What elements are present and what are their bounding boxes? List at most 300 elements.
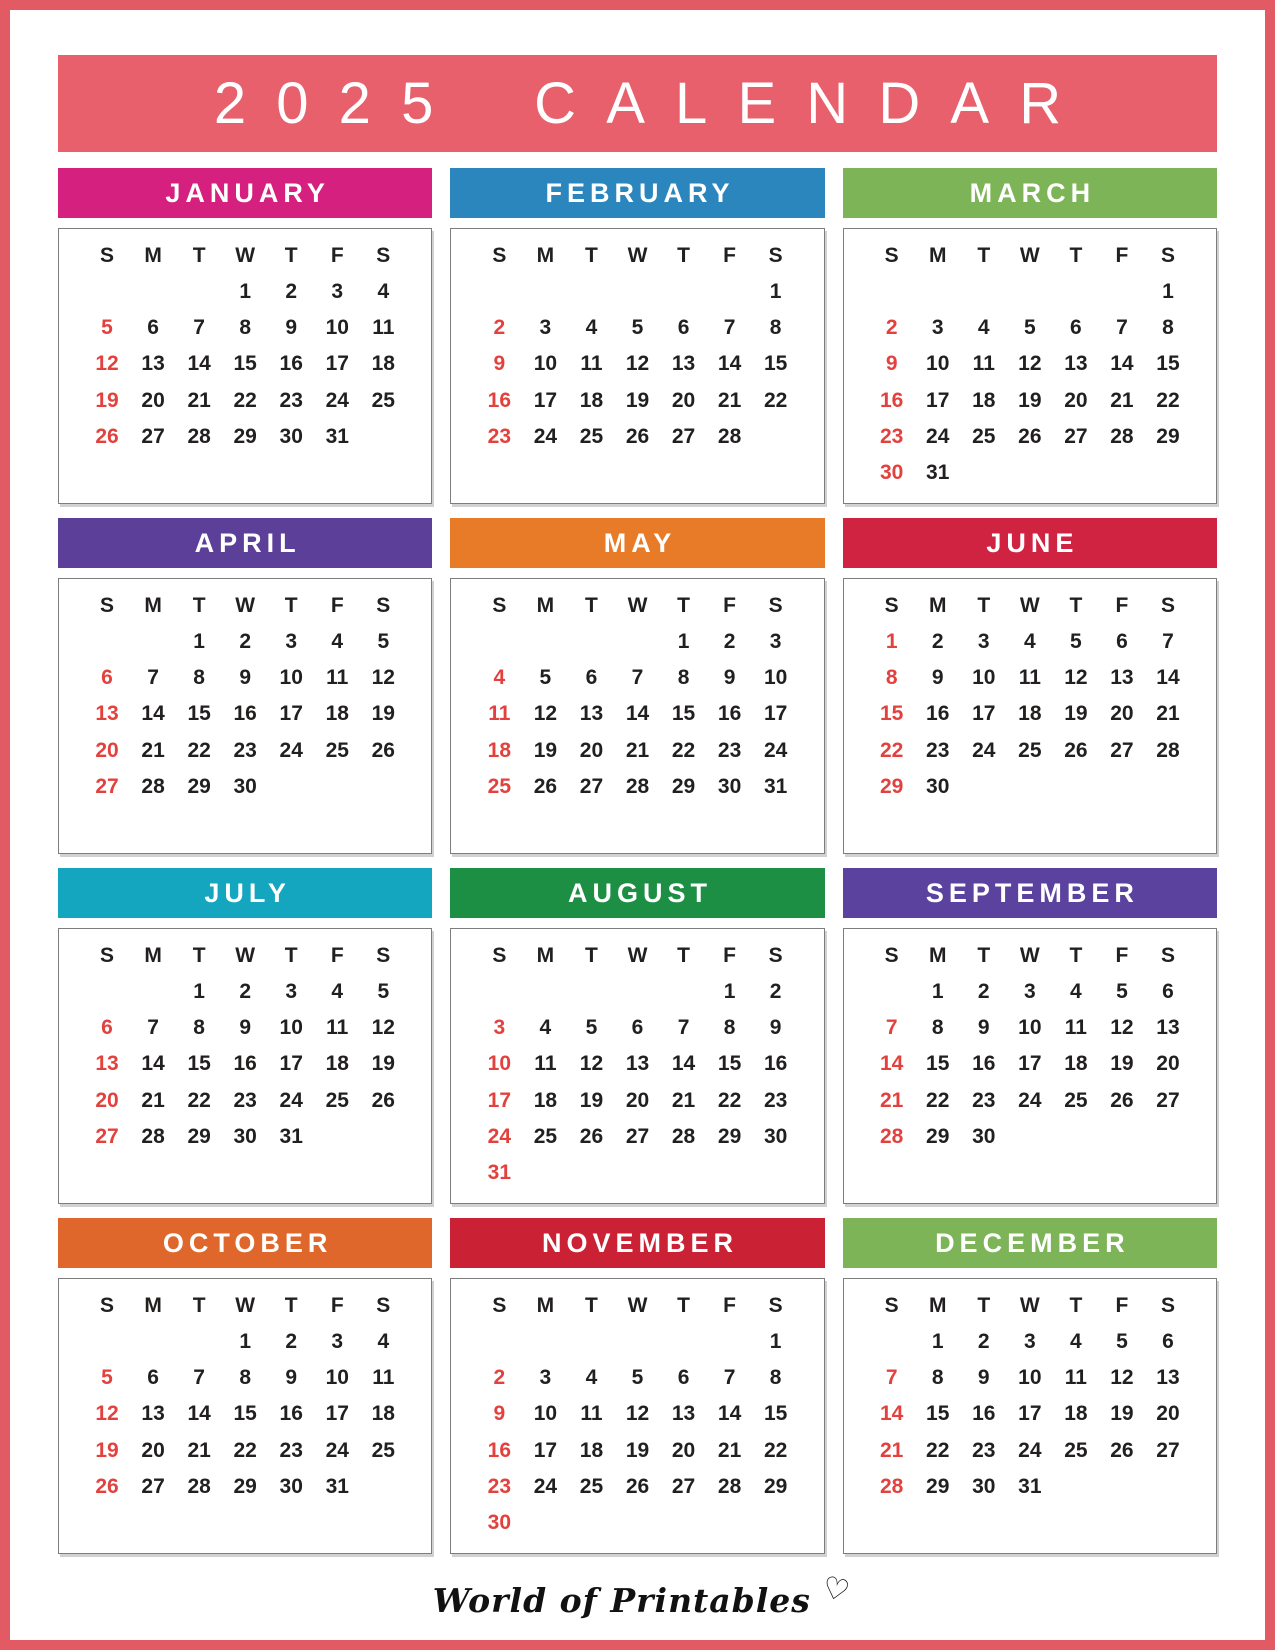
date-cell: 14 xyxy=(671,1052,696,1076)
date-cell: 12 xyxy=(579,1052,604,1076)
date-cell: 20 xyxy=(1156,1052,1180,1076)
month-december xyxy=(843,1218,1217,1554)
date-cell: 31 xyxy=(325,1475,349,1499)
date-cell: 22 xyxy=(1156,388,1180,412)
empty-cell xyxy=(314,1155,360,1191)
date-cell: 28 xyxy=(187,1475,211,1499)
date-cell: 16 xyxy=(926,702,950,726)
weekday-label: M xyxy=(536,1293,555,1317)
date-cell: 26 xyxy=(95,425,119,449)
empty-cell xyxy=(130,1323,176,1359)
weekday-label: S xyxy=(376,1293,391,1317)
weekday-label: S xyxy=(376,943,391,967)
date-cell: 26 xyxy=(625,1475,650,1499)
empty-cell xyxy=(130,623,176,659)
empty-cell xyxy=(1007,1155,1053,1191)
date-cell: 11 xyxy=(372,316,395,340)
weekday-label: T xyxy=(677,243,690,267)
date-cell: 7 xyxy=(1116,316,1128,340)
empty-cell xyxy=(1145,768,1191,804)
date-cell: 12 xyxy=(1018,352,1042,376)
date-cell: 9 xyxy=(723,666,736,690)
date-cell: 11 xyxy=(972,352,995,376)
date-cell: 10 xyxy=(1018,1366,1042,1390)
weekday-label: S xyxy=(100,943,115,967)
date-cell: 2 xyxy=(493,316,506,340)
weekday-label: T xyxy=(677,593,690,617)
empty-cell xyxy=(1053,768,1099,804)
empty-cell xyxy=(1145,1155,1191,1191)
date-cell: 17 xyxy=(325,352,349,376)
date-cell: 9 xyxy=(977,1366,990,1390)
date-cell: 14 xyxy=(141,1052,165,1076)
empty-cell xyxy=(314,1118,360,1154)
date-cell: 6 xyxy=(147,1366,159,1390)
date-cell: 7 xyxy=(1162,629,1174,653)
empty-cell xyxy=(84,273,130,309)
empty-cell xyxy=(1099,1155,1145,1191)
empty-cell xyxy=(360,455,406,491)
weekday-label: T xyxy=(977,1293,991,1317)
weekday-label: T xyxy=(1069,943,1083,967)
empty-cell xyxy=(314,1505,360,1541)
date-cell: 4 xyxy=(377,1329,390,1353)
date-cell: 24 xyxy=(533,425,558,449)
date-cell: 24 xyxy=(279,738,303,762)
empty-cell xyxy=(476,273,522,309)
date-cell: 15 xyxy=(926,1402,950,1426)
date-cell: 19 xyxy=(1064,702,1088,726)
date-cell: 10 xyxy=(325,316,349,340)
empty-cell xyxy=(568,973,614,1009)
weekday-label: W xyxy=(235,243,256,267)
weekday-label: M xyxy=(144,593,162,617)
date-cell: 17 xyxy=(972,702,996,726)
empty-cell xyxy=(360,1155,406,1191)
empty-cell xyxy=(1007,768,1053,804)
month-april xyxy=(58,518,432,854)
date-cell: 29 xyxy=(926,1475,950,1499)
date-cell: 1 xyxy=(769,1329,782,1353)
date-cell: 9 xyxy=(493,352,506,376)
weekday-label: W xyxy=(627,943,648,967)
date-cell: 18 xyxy=(371,352,395,376)
date-cell: 27 xyxy=(1110,738,1134,762)
date-cell: 2 xyxy=(285,279,298,303)
date-cell: 6 xyxy=(101,1016,113,1040)
date-cell: 23 xyxy=(763,1088,788,1112)
date-cell: 12 xyxy=(625,352,650,376)
empty-cell xyxy=(84,455,130,491)
weekday-label: F xyxy=(330,1293,344,1317)
empty-cell xyxy=(522,455,568,491)
date-cell: 20 xyxy=(95,738,119,762)
date-cell: 13 xyxy=(1064,352,1088,376)
month-june xyxy=(843,518,1217,854)
date-cell: 19 xyxy=(95,388,119,412)
weekday-label: S xyxy=(376,593,391,617)
date-cell: 18 xyxy=(533,1088,558,1112)
month-name: MARCH xyxy=(969,177,1096,208)
weekday-label: S xyxy=(884,243,899,267)
empty-cell xyxy=(222,1155,268,1191)
date-cell: 2 xyxy=(723,629,736,653)
date-cell: 4 xyxy=(1023,629,1036,653)
month-name: FEBRUARY xyxy=(545,177,735,208)
month-body-october xyxy=(58,1278,432,1554)
date-cell: 9 xyxy=(885,352,898,376)
date-cell: 30 xyxy=(763,1125,788,1149)
date-cell: 12 xyxy=(625,1402,650,1426)
date-cell: 28 xyxy=(671,1125,696,1149)
month-header-january xyxy=(58,168,432,218)
date-cell: 14 xyxy=(717,352,742,376)
date-cell: 5 xyxy=(377,979,390,1003)
date-cell: 19 xyxy=(1110,1402,1134,1426)
empty-cell xyxy=(522,273,568,309)
weekday-label: W xyxy=(235,943,256,967)
date-cell: 11 xyxy=(1064,1366,1087,1390)
date-cell: 26 xyxy=(1064,738,1088,762)
date-cell: 22 xyxy=(763,388,788,412)
date-cell: 1 xyxy=(239,279,251,303)
weekday-label: T xyxy=(585,943,598,967)
weekday-label: T xyxy=(284,243,298,267)
empty-cell xyxy=(661,973,707,1009)
month-name: DECEMBER xyxy=(935,1227,1130,1258)
empty-cell xyxy=(522,805,568,841)
empty-cell xyxy=(1099,273,1145,309)
date-cell: 13 xyxy=(1156,1366,1180,1390)
date-cell: 7 xyxy=(193,1366,205,1390)
month-february xyxy=(450,168,824,504)
empty-cell xyxy=(176,805,222,841)
date-cell: 21 xyxy=(187,388,211,412)
date-cell: 14 xyxy=(187,1402,211,1426)
empty-cell xyxy=(614,273,660,309)
date-cell: 24 xyxy=(325,388,349,412)
date-cell: 26 xyxy=(1018,425,1042,449)
date-cell: 19 xyxy=(533,738,558,762)
empty-cell xyxy=(1007,1118,1053,1154)
empty-cell xyxy=(222,1505,268,1541)
date-cell: 7 xyxy=(885,1366,898,1390)
date-cell: 21 xyxy=(1110,388,1134,412)
date-cell: 23 xyxy=(926,738,950,762)
date-cell: 28 xyxy=(141,775,165,799)
empty-cell xyxy=(522,1505,568,1541)
date-cell: 7 xyxy=(723,1366,736,1390)
empty-cell xyxy=(1053,273,1099,309)
date-cell: 27 xyxy=(671,1475,696,1499)
date-cell: 18 xyxy=(1064,1402,1088,1426)
empty-cell xyxy=(1053,1118,1099,1154)
weekday-label: S xyxy=(1160,593,1175,617)
empty-cell xyxy=(661,1505,707,1541)
empty-cell xyxy=(961,805,1007,841)
date-cell: 6 xyxy=(1116,629,1128,653)
month-name: JANUARY xyxy=(165,177,330,208)
date-cell: 20 xyxy=(579,738,604,762)
empty-cell xyxy=(360,1468,406,1504)
weekday-label: M xyxy=(928,943,947,967)
date-cell: 23 xyxy=(880,425,904,449)
weekday-label: F xyxy=(330,243,344,267)
date-cell: 20 xyxy=(625,1088,650,1112)
date-cell: 4 xyxy=(493,666,506,690)
date-cell: 4 xyxy=(1070,1329,1082,1353)
empty-cell xyxy=(176,1505,222,1541)
weekday-label: S xyxy=(492,243,507,267)
empty-cell xyxy=(222,805,268,841)
date-cell: 8 xyxy=(769,1366,782,1390)
empty-cell xyxy=(753,418,799,454)
date-cell: 9 xyxy=(977,1016,990,1040)
date-cell: 2 xyxy=(769,979,782,1003)
weekday-label: S xyxy=(376,243,391,267)
date-cell: 4 xyxy=(377,279,390,303)
date-cell: 22 xyxy=(880,738,904,762)
date-cell: 5 xyxy=(585,1016,598,1040)
date-cell: 20 xyxy=(1156,1402,1180,1426)
date-cell: 30 xyxy=(972,1475,996,1499)
date-cell: 13 xyxy=(141,352,165,376)
date-cell: 22 xyxy=(763,1438,788,1462)
date-cell: 30 xyxy=(880,461,904,485)
date-cell: 9 xyxy=(769,1016,782,1040)
date-cell: 3 xyxy=(285,629,298,653)
date-cell: 27 xyxy=(579,775,604,799)
date-cell: 18 xyxy=(325,1052,349,1076)
date-cell: 25 xyxy=(1018,738,1042,762)
date-cell: 28 xyxy=(1110,425,1134,449)
empty-cell xyxy=(614,973,660,1009)
date-cell: 6 xyxy=(677,1366,690,1390)
weekday-label: M xyxy=(536,243,555,267)
date-cell: 11 xyxy=(326,1016,349,1040)
weekday-label: S xyxy=(884,1293,899,1317)
date-cell: 26 xyxy=(371,1088,395,1112)
date-cell: 12 xyxy=(533,702,558,726)
weekday-label: S xyxy=(492,943,507,967)
weekday-label: T xyxy=(585,243,598,267)
weekday-label: T xyxy=(585,1293,598,1317)
empty-cell xyxy=(614,1155,660,1191)
weekday-label: S xyxy=(492,593,507,617)
empty-cell xyxy=(314,768,360,804)
weekday-label: T xyxy=(977,593,991,617)
weekday-label: M xyxy=(536,593,555,617)
date-cell: 24 xyxy=(926,425,950,449)
date-cell: 27 xyxy=(1156,1438,1180,1462)
date-cell: 24 xyxy=(487,1125,512,1149)
weekday-label: T xyxy=(284,1293,298,1317)
date-cell: 15 xyxy=(763,352,788,376)
date-cell: 24 xyxy=(1018,1088,1042,1112)
weekday-label: T xyxy=(192,1293,206,1317)
date-cell: 24 xyxy=(972,738,996,762)
date-cell: 4 xyxy=(1070,979,1082,1003)
date-cell: 10 xyxy=(533,352,558,376)
empty-cell xyxy=(869,1505,915,1541)
date-cell: 30 xyxy=(233,775,257,799)
empty-cell xyxy=(176,1155,222,1191)
date-cell: 29 xyxy=(187,1125,211,1149)
date-cell: 6 xyxy=(147,316,159,340)
month-header-october xyxy=(58,1218,432,1268)
month-november xyxy=(450,1218,824,1554)
empty-cell xyxy=(176,455,222,491)
month-header-september xyxy=(843,868,1217,918)
date-cell: 19 xyxy=(1018,388,1042,412)
empty-cell xyxy=(707,1155,753,1191)
weekday-label: F xyxy=(1115,593,1129,617)
date-cell: 17 xyxy=(1018,1052,1042,1076)
date-cell: 19 xyxy=(625,1438,650,1462)
date-cell: 13 xyxy=(579,702,604,726)
date-cell: 25 xyxy=(371,388,395,412)
empty-cell xyxy=(360,1505,406,1541)
date-cell: 13 xyxy=(95,702,119,726)
date-cell: 26 xyxy=(1110,1088,1134,1112)
date-cell: 8 xyxy=(239,1366,251,1390)
date-cell: 17 xyxy=(926,388,950,412)
date-cell: 12 xyxy=(95,352,119,376)
date-cell: 12 xyxy=(95,1402,119,1426)
month-header-march xyxy=(843,168,1217,218)
empty-cell xyxy=(707,1505,753,1541)
date-cell: 30 xyxy=(279,425,303,449)
empty-cell xyxy=(268,805,314,841)
date-cell: 14 xyxy=(880,1402,904,1426)
date-cell: 18 xyxy=(579,1438,604,1462)
empty-cell xyxy=(476,1323,522,1359)
date-cell: 5 xyxy=(1116,979,1128,1003)
month-name: SEPTEMBER xyxy=(925,877,1139,908)
weekday-label: W xyxy=(235,593,256,617)
date-cell: 21 xyxy=(625,738,650,762)
date-cell: 6 xyxy=(1070,316,1082,340)
date-cell: 4 xyxy=(585,1366,598,1390)
weekday-label: T xyxy=(1069,1293,1083,1317)
date-cell: 12 xyxy=(371,1016,395,1040)
date-cell: 22 xyxy=(233,1438,257,1462)
month-may xyxy=(450,518,824,854)
weekday-label: S xyxy=(100,243,115,267)
date-cell: 14 xyxy=(625,702,650,726)
date-cell: 7 xyxy=(193,316,205,340)
empty-cell xyxy=(222,455,268,491)
date-cell: 20 xyxy=(1064,388,1088,412)
empty-cell xyxy=(360,418,406,454)
empty-cell xyxy=(522,973,568,1009)
date-cell: 13 xyxy=(1156,1016,1180,1040)
date-cell: 23 xyxy=(279,388,303,412)
date-cell: 15 xyxy=(926,1052,950,1076)
date-cell: 15 xyxy=(880,702,904,726)
empty-cell xyxy=(614,1505,660,1541)
date-cell: 3 xyxy=(493,1016,506,1040)
date-cell: 2 xyxy=(977,1329,990,1353)
page-title: 2025 CALENDAR xyxy=(213,71,1092,136)
date-cell: 30 xyxy=(972,1125,996,1149)
date-cell: 22 xyxy=(233,388,257,412)
weekday-label: W xyxy=(1019,1293,1040,1317)
date-cell: 9 xyxy=(931,666,944,690)
date-cell: 20 xyxy=(671,1438,696,1462)
date-cell: 17 xyxy=(279,702,303,726)
date-cell: 29 xyxy=(187,775,211,799)
empty-cell xyxy=(1099,768,1145,804)
date-cell: 22 xyxy=(717,1088,742,1112)
date-cell: 8 xyxy=(193,666,205,690)
date-cell: 26 xyxy=(625,425,650,449)
empty-cell xyxy=(915,805,961,841)
date-cell: 19 xyxy=(625,388,650,412)
weekday-label: W xyxy=(1019,943,1040,967)
date-cell: 20 xyxy=(141,388,165,412)
date-cell: 29 xyxy=(1156,425,1180,449)
date-cell: 12 xyxy=(1110,1016,1134,1040)
empty-cell xyxy=(268,768,314,804)
date-cell: 6 xyxy=(631,1016,644,1040)
date-cell: 31 xyxy=(763,775,788,799)
date-cell: 11 xyxy=(534,1052,557,1076)
date-cell: 23 xyxy=(279,1438,303,1462)
date-cell: 15 xyxy=(233,352,257,376)
empty-cell xyxy=(314,455,360,491)
date-cell: 15 xyxy=(233,1402,257,1426)
empty-cell xyxy=(1053,1505,1099,1541)
weekday-label: W xyxy=(235,1293,256,1317)
date-cell: 5 xyxy=(1070,629,1082,653)
empty-cell xyxy=(1099,1505,1145,1541)
weekday-label: F xyxy=(330,593,344,617)
date-cell: 23 xyxy=(972,1088,996,1112)
date-cell: 15 xyxy=(187,702,211,726)
date-cell: 19 xyxy=(95,1438,119,1462)
footer xyxy=(10,1570,1265,1620)
date-cell: 25 xyxy=(579,1475,604,1499)
date-cell: 14 xyxy=(187,352,211,376)
date-cell: 14 xyxy=(717,1402,742,1426)
date-cell: 28 xyxy=(1156,738,1180,762)
date-cell: 3 xyxy=(977,629,990,653)
empty-cell xyxy=(661,805,707,841)
date-cell: 17 xyxy=(763,702,788,726)
empty-cell xyxy=(661,273,707,309)
weekday-label: M xyxy=(144,943,162,967)
weekday-label: M xyxy=(928,243,947,267)
weekday-label: T xyxy=(192,943,206,967)
month-header-february xyxy=(450,168,824,218)
date-cell: 25 xyxy=(1064,1088,1088,1112)
date-cell: 27 xyxy=(1064,425,1088,449)
date-cell: 4 xyxy=(539,1016,552,1040)
empty-cell xyxy=(961,455,1007,491)
date-cell: 11 xyxy=(326,666,349,690)
month-body-june xyxy=(843,578,1217,854)
date-cell: 3 xyxy=(769,629,782,653)
empty-cell xyxy=(522,1323,568,1359)
date-cell: 8 xyxy=(677,666,690,690)
month-name: OCTOBER xyxy=(162,1227,333,1258)
weekday-label: W xyxy=(627,1293,648,1317)
empty-cell xyxy=(1053,1155,1099,1191)
date-cell: 12 xyxy=(1064,666,1088,690)
date-cell: 3 xyxy=(285,979,298,1003)
date-cell: 8 xyxy=(239,316,251,340)
